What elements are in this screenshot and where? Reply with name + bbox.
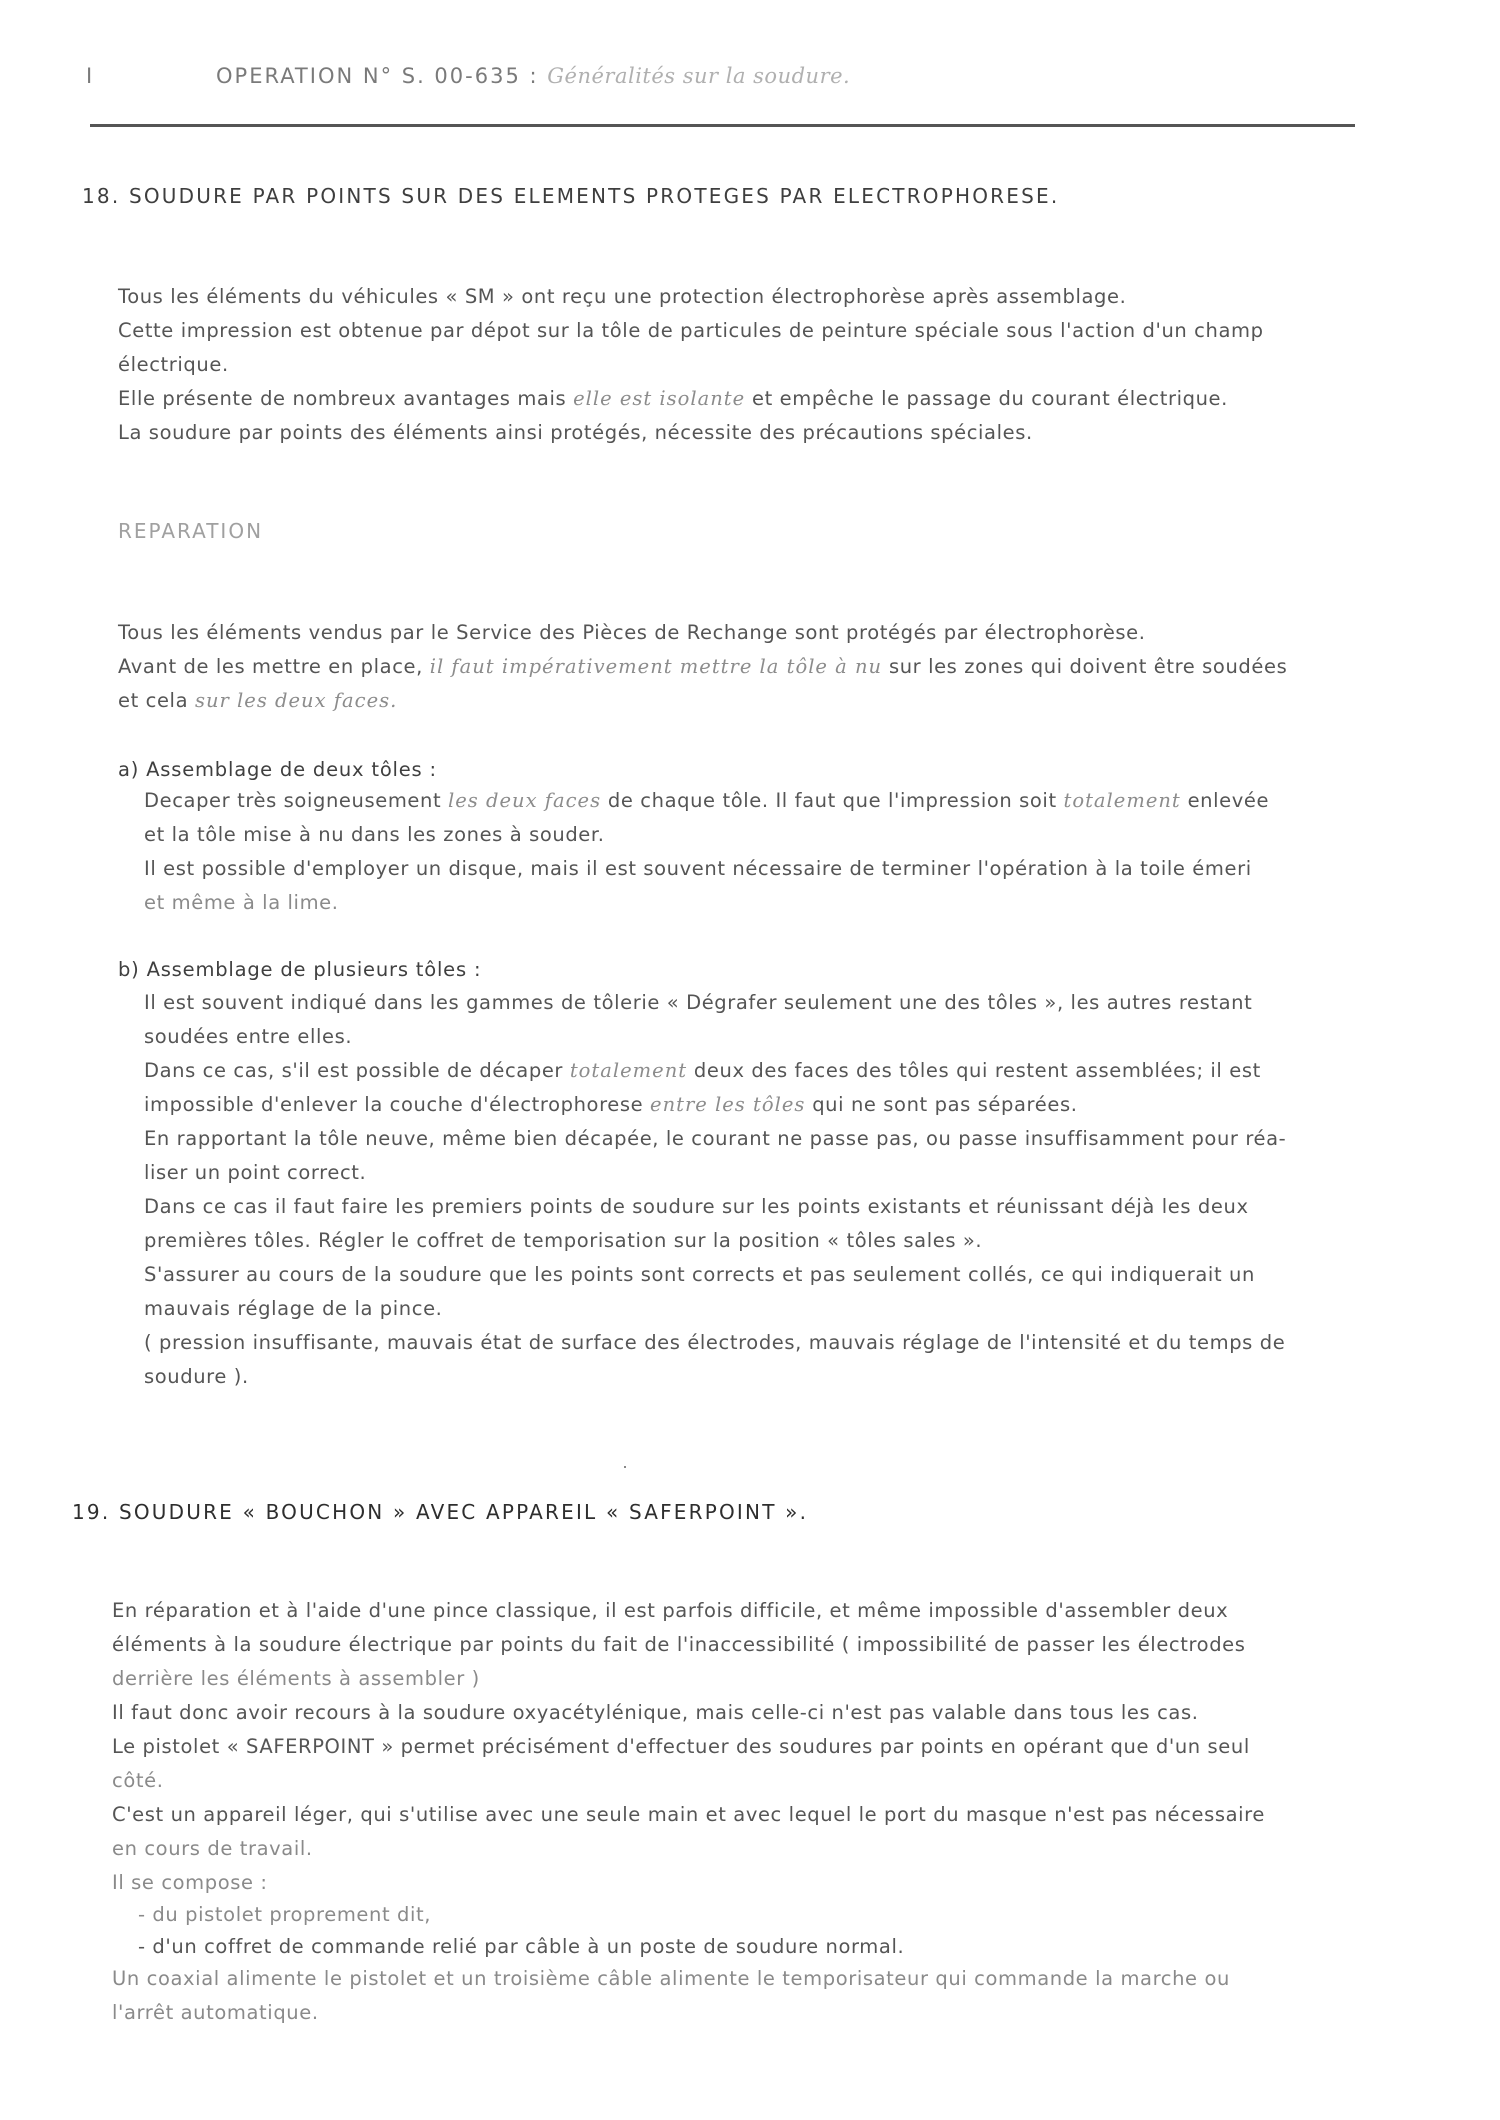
s19-line-12: Un coaxial alimente le pistolet et un troisième câble alimente le temporisateur qui commande la marche ou xyxy=(112,1967,1230,1990)
a-line-1-b: de chaque tôle. Il faut que l'impression soit xyxy=(607,789,1057,812)
a-line-3: Il est possible d'employer un disque, mais il est souvent nécessaire de terminer l'opération à la toile émeri xyxy=(144,857,1252,880)
rep-line-3-a: et cela xyxy=(118,689,189,712)
rep-line-3 xyxy=(118,684,397,718)
s19-line-10: - du pistolet proprement dit, xyxy=(138,1903,432,1926)
b-line-2: soudées entre elles. xyxy=(144,1025,353,1048)
b-line-1: Il est souvent indiqué dans les gammes de tôlerie « Dégrafer seulement une des tôles », les autres restant xyxy=(144,991,1253,1014)
rep-line-1: Tous les éléments vendus par le Service des Pièces de Rechange sont protégés par électrophorèse. xyxy=(118,621,1146,644)
b-line-3-emph: totalement xyxy=(569,1059,688,1082)
a-line-1-emph-1: les deux faces xyxy=(448,789,602,812)
a-line-1-a: Decaper très soigneusement xyxy=(144,789,442,812)
b-line-3 xyxy=(144,1054,1261,1088)
rep-line-2-a: Avant de les mettre en place, xyxy=(118,655,423,678)
b-line-7: Dans ce cas il faut faire les premiers points de soudure sur les points existants et réunissant déjà les deux xyxy=(144,1195,1249,1218)
page-number: I xyxy=(86,64,95,88)
s19-line-5: Le pistolet « SAFERPOINT » permet précisément d'effectuer des soudures par points en opérant que d'un seul xyxy=(112,1735,1250,1758)
s19-line-2: éléments à la soudure électrique par points du fait de l'inaccessibilité ( impossibilité de passer les électrodes xyxy=(112,1633,1246,1656)
rep-line-2-b: sur les zones qui doivent être soudées xyxy=(888,655,1288,678)
s19-line-13: l'arrêt automatique. xyxy=(112,2001,319,2024)
a-line-1 xyxy=(144,784,1269,818)
s19-line-9: Il se compose : xyxy=(112,1871,268,1894)
b-line-11: ( pression insuffisante, mauvais état de surface des électrodes, mauvais réglage de l'intensité et du temps de xyxy=(144,1331,1286,1354)
header-rule xyxy=(90,124,1355,127)
b-line-4-a: impossible d'enlever la couche d'électrophorese xyxy=(144,1093,644,1116)
b-line-4-emph: entre les tôles xyxy=(650,1093,806,1116)
s18-intro-line-5: La soudure par points des éléments ainsi protégés, nécessite des précautions spéciales. xyxy=(118,421,1033,444)
operation-subtitle: Généralités sur la soudure. xyxy=(547,64,851,88)
b-line-12: soudure ). xyxy=(144,1365,249,1388)
reparation-heading: REPARATION xyxy=(118,519,264,543)
rep-line-3-emph: sur les deux faces. xyxy=(194,689,398,712)
a-line-4: et même à la lime. xyxy=(144,891,339,914)
operation-number: OPERATION N° S. 00-635 : xyxy=(216,64,539,88)
s18-intro-line-4-b: et empêche le passage du courant électrique. xyxy=(752,387,1228,410)
rep-line-2-emph: il faut impérativement mettre la tôle à nu xyxy=(429,655,883,678)
b-line-3-a: Dans ce cas, s'il est possible de décaper xyxy=(144,1059,564,1082)
b-line-6: liser un point correct. xyxy=(144,1161,367,1184)
subsection-b-title: b) Assemblage de plusieurs tôles : xyxy=(118,958,482,981)
s18-intro-line-4-emph: elle est isolante xyxy=(573,387,746,410)
s19-line-11: - d'un coffret de commande relié par câble à un poste de soudure normal. xyxy=(138,1935,905,1958)
b-line-10: mauvais réglage de la pince. xyxy=(144,1297,443,1320)
b-line-5: En rapportant la tôle neuve, même bien décapée, le courant ne passe pas, ou passe insuffisamment pour réa- xyxy=(144,1127,1287,1150)
s18-intro-line-2: Cette impression est obtenue par dépot sur la tôle de particules de peinture spéciale sous l'action d'un champ xyxy=(118,319,1264,342)
subsection-a-title: a) Assemblage de deux tôles : xyxy=(118,758,437,781)
s19-line-8: en cours de travail. xyxy=(112,1837,313,1860)
b-line-8: premières tôles. Régler le coffret de temporisation sur la position « tôles sales ». xyxy=(144,1229,983,1252)
rep-line-2 xyxy=(118,650,1287,684)
a-line-1-emph-2: totalement xyxy=(1063,789,1181,812)
s19-line-3: derrière les éléments à assembler ) xyxy=(112,1667,480,1690)
b-line-4 xyxy=(144,1088,1078,1122)
a-line-2: et la tôle mise à nu dans les zones à souder. xyxy=(144,823,605,846)
section-19-title: 19. SOUDURE « BOUCHON » AVEC APPAREIL « SAFERPOINT ». xyxy=(72,1500,809,1524)
b-line-9: S'assurer au cours de la soudure que les points sont corrects et pas seulement collés, ce qui indiquerait un xyxy=(144,1263,1255,1286)
s19-line-1: En réparation et à l'aide d'une pince classique, il est parfois difficile, et même impossible d'assembler deux xyxy=(112,1599,1229,1622)
speck xyxy=(624,1466,626,1468)
s18-intro-line-4-a: Elle présente de nombreux avantages mais xyxy=(118,387,567,410)
page-header xyxy=(86,64,1420,88)
b-line-4-b: qui ne sont pas séparées. xyxy=(812,1093,1078,1116)
s18-intro-line-4 xyxy=(118,382,1228,416)
s19-line-6: côté. xyxy=(112,1769,164,1792)
s19-line-4: Il faut donc avoir recours à la soudure oxyacétylénique, mais celle-ci n'est pas valable dans tous les cas. xyxy=(112,1701,1199,1724)
s19-line-7: C'est un appareil léger, qui s'utilise avec une seule main et avec lequel le port du masque n'est pas nécessaire xyxy=(112,1803,1265,1826)
section-18-title: 18. SOUDURE PAR POINTS SUR DES ELEMENTS PROTEGES PAR ELECTROPHORESE. xyxy=(82,184,1060,208)
s18-intro-line-1: Tous les éléments du véhicules « SM » ont reçu une protection électrophorèse après assemblage. xyxy=(118,285,1127,308)
a-line-1-c: enlevée xyxy=(1187,789,1270,812)
s18-intro-line-3: électrique. xyxy=(118,353,229,376)
b-line-3-b: deux des faces des tôles qui restent assemblées; il est xyxy=(693,1059,1261,1082)
